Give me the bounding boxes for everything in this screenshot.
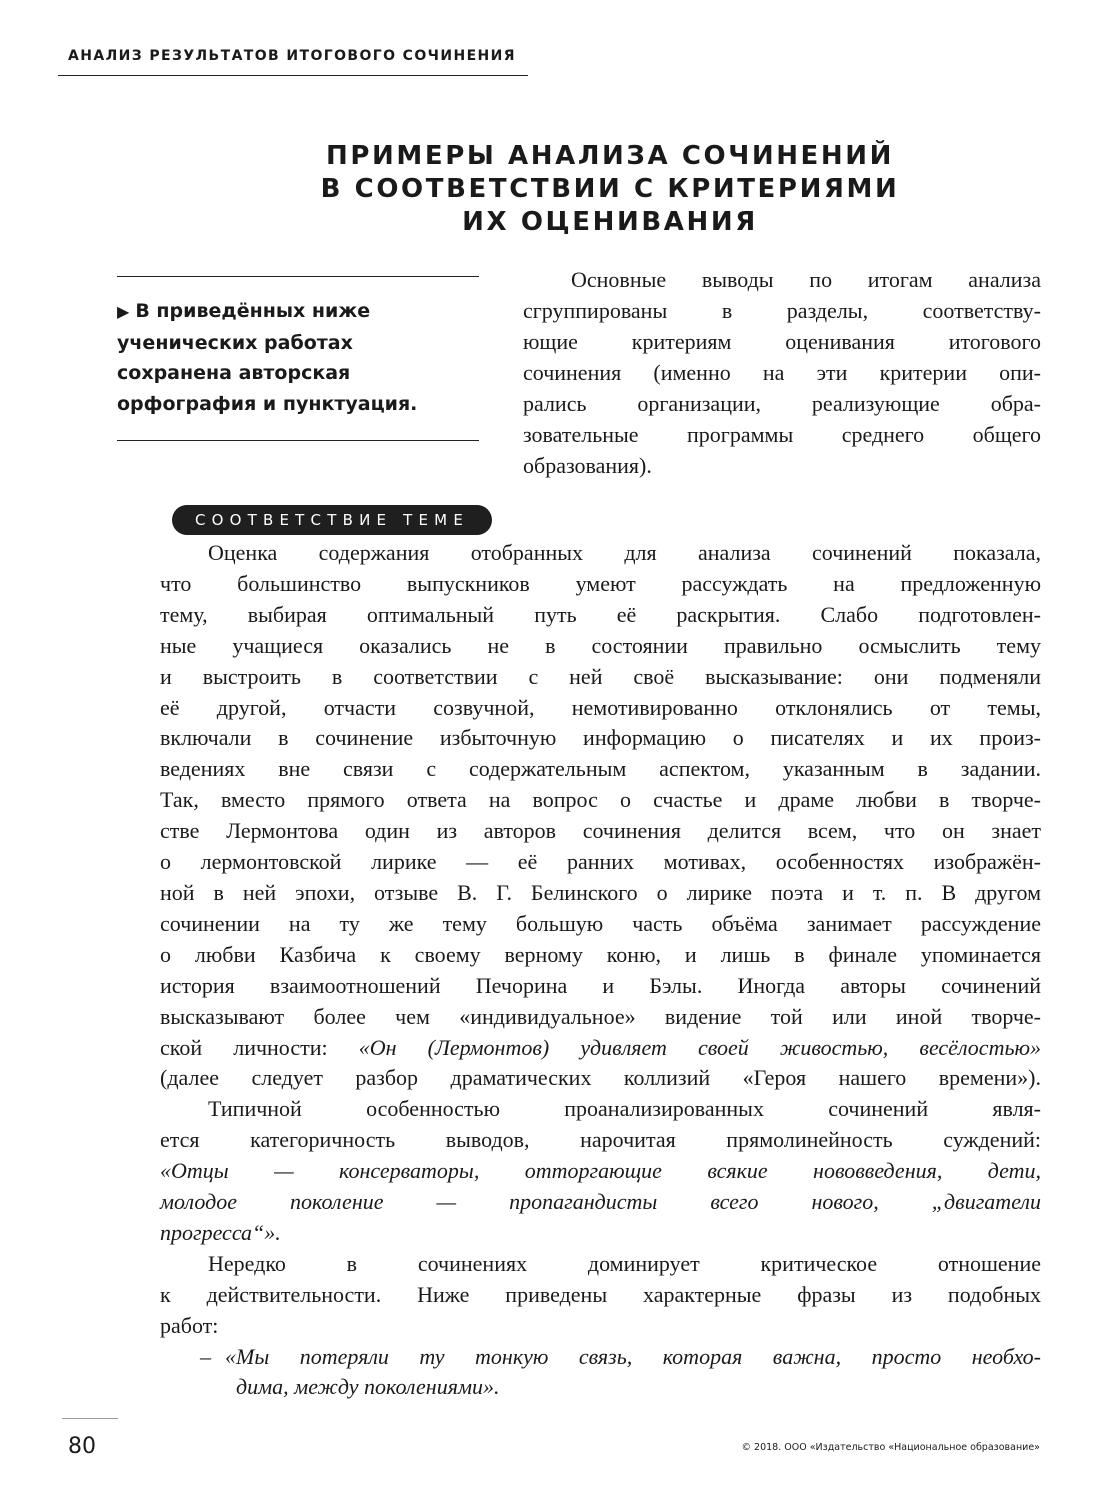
- intro-line: рались организации, реализующие обра-: [523, 391, 1041, 416]
- section-heading-badge: СООТВЕТСТВИЕ ТЕМЕ: [172, 505, 492, 535]
- header-rule: [58, 75, 528, 76]
- aside-bottom-rule: [117, 440, 479, 441]
- aside-top-rule: [117, 276, 479, 277]
- paragraph-1: [160, 538, 1041, 1094]
- page-title: [230, 140, 990, 239]
- aside-note: [117, 296, 487, 419]
- body-line: работ:: [160, 1312, 219, 1338]
- body-line: ные учащиеся оказались не в состоянии правильно осмыслить тему: [160, 632, 1041, 658]
- body-line: ной в ней эпохи, отзыве В. Г. Белинского о лирике поэта и т. п. В другом: [160, 879, 1041, 905]
- body-line: стве Лермонтова один из авторов сочинения делится всем, что он знает: [160, 818, 1041, 844]
- dash-marker: –: [200, 1343, 211, 1369]
- body-line: история взаимоотношений Печорина и Бэлы. Иногда авторы сочинений: [160, 972, 1041, 998]
- page-number: 80: [68, 1434, 96, 1459]
- body-line: включали в сочинение избыточную информацию о писателях и их произ-: [160, 725, 1041, 751]
- running-header: АНАЛИЗ РЕЗУЛЬТАТОВ ИТОГОВОГО СОЧИНЕНИЯ: [68, 48, 516, 64]
- intro-line: ющие критериям оценивания итогового: [523, 329, 1041, 354]
- aside-line: орфография и пунктуация.: [117, 392, 418, 415]
- quote-fragment: «Он (Лермонтов) удивляет своей живостью, весёлостью»: [358, 1034, 1041, 1060]
- quote-fragment: «Мы потеряли ту тонкую связь, которая важна, просто необхо-: [225, 1343, 1041, 1369]
- body-line: Так, вместо прямого ответа на вопрос о счастье и драме любви в творче-: [160, 787, 1041, 813]
- intro-line: сочинения (именно на эти критерии опи-: [523, 360, 1041, 385]
- intro-line: зовательные программы среднего общего: [523, 422, 1041, 447]
- aside-text: В приведённых ниже: [135, 300, 371, 322]
- body-fragment: ской личности:: [160, 1034, 359, 1060]
- body-line: о лермонтовской лирике — её ранних мотивах, особенностях изображён-: [160, 849, 1041, 875]
- intro-line: образования).: [523, 453, 652, 478]
- body-line: Типичной особенностью проанализированных сочинений явля-: [208, 1096, 1041, 1122]
- body-line: к действительности. Ниже приведены характерные фразы из подобных: [160, 1281, 1041, 1307]
- intro-line: сгруппированы в разделы, соответству-: [523, 298, 1041, 323]
- footer-rule: [62, 1418, 118, 1419]
- body-line: (далее следует разбор драматических коллизий «Героя нашего времени»).: [160, 1065, 1041, 1091]
- body-line: ведениях вне связи с содержательным аспектом, указанным в задании.: [160, 756, 1041, 782]
- body-line: ется категоричность выводов, нарочитая прямолинейность суждений:: [160, 1127, 1041, 1153]
- quote-line: молодое поколение — пропагандисты всего нового, „двигатели: [160, 1189, 1041, 1215]
- list-item: [160, 1342, 1041, 1373]
- quote-line: дима, между поколениями».: [236, 1374, 500, 1400]
- title-line: ПРИМЕРЫ АНАЛИЗА СОЧИНЕНИЙ: [325, 141, 894, 171]
- bullet-list: [160, 1342, 1041, 1404]
- body-line: и выстроить в соответствии с ней своё высказывание: они подменяли: [160, 663, 1041, 689]
- body-line: тему, выбирая оптимальный путь её раскрытия. Слабо подготовлен-: [160, 601, 1041, 627]
- body-line: Нередко в сочинениях доминирует критическое отношение: [208, 1250, 1041, 1276]
- paragraph-3: [160, 1249, 1041, 1342]
- body-text: [160, 538, 1041, 1403]
- aside-line: ученических работах: [117, 331, 353, 354]
- body-line: её другой, отчасти созвучной, немотивированно отклонялись от темы,: [160, 694, 1041, 720]
- quote-line: «Отцы — консерваторы, отторгающие всякие нововведения, дети,: [160, 1158, 1041, 1184]
- quote-line: прогресса“».: [160, 1219, 281, 1245]
- paragraph-2: [160, 1094, 1041, 1249]
- body-line: [160, 1033, 1041, 1064]
- copyright: © 2018. ООО «Издательство «Национальное образование»: [741, 1442, 1040, 1453]
- title-line: ИХ ОЦЕНИВАНИЯ: [462, 207, 758, 237]
- intro-paragraph: [523, 264, 1041, 481]
- body-line: высказывают более чем «индивидуальное» видение той или иной творче-: [160, 1003, 1041, 1029]
- arrow-right-icon: ▶: [117, 302, 130, 321]
- body-line: Оценка содержания отобранных для анализа сочинений показала,: [208, 540, 1041, 565]
- body-line: сочинении на ту же тему большую часть объёма занимает рассуждение: [160, 910, 1041, 936]
- aside-line: [117, 296, 487, 328]
- body-line: о любви Казбича к своему верному коню, и лишь в финале упоминается: [160, 941, 1041, 967]
- aside-line: сохранена авторская: [117, 362, 351, 384]
- body-line: что большинство выпускников умеют рассуждать на предложенную: [160, 570, 1041, 596]
- intro-line: Основные выводы по итогам анализа: [571, 267, 1041, 292]
- title-line: В СООТВЕТСТВИИ С КРИТЕРИЯМИ: [320, 174, 900, 204]
